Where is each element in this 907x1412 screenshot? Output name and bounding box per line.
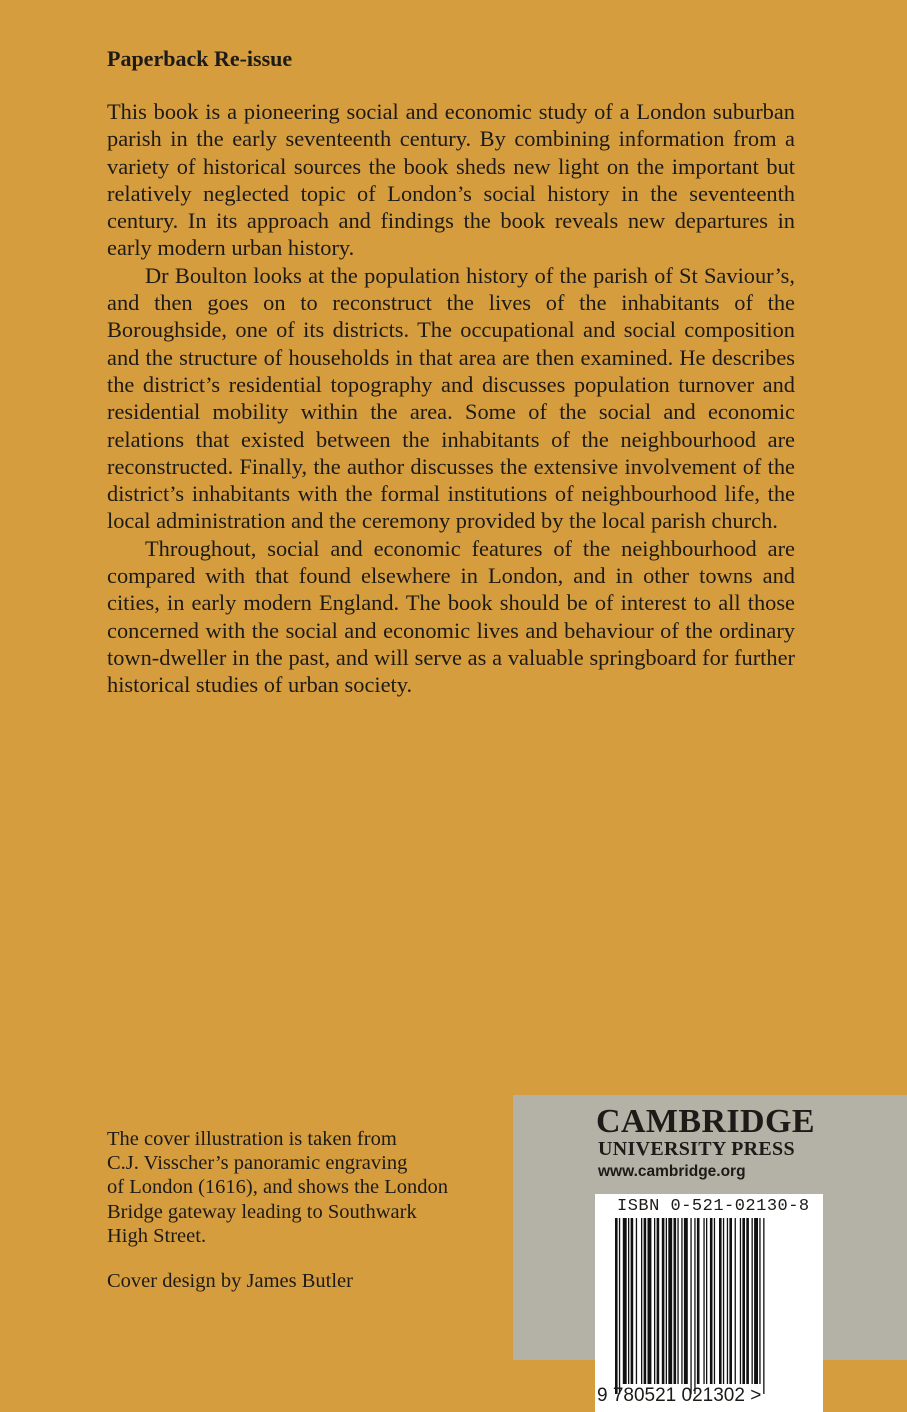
publisher-logo-subname: UNIVERSITY PRESS [598,1138,795,1160]
cover-credits [107,1127,507,1293]
blurb-paragraph: Dr Boulton looks at the population history of the parish of St Saviour’s, and then goes on to reconstruct the lives of the inhabitants of the Boroughside, one of its districts. The occupational and social composition and the structure of households in that area are then examined. He describes the district’s residential topography and discusses population turnover and residential mobility within the area. Some of the social and economic relations that existed between the inhabitants of the neighbourhood are reconstructed. Finally, the author discusses the extensive involvement of the district’s inhabitants with the formal institutions of neighbourhood life, the local administration and the ceremony provided by the local parish church. [107,262,795,534]
credit-line: The cover illustration is taken from [107,1128,397,1150]
publisher-url: www.cambridge.org [598,1163,746,1180]
book-blurb [107,98,795,699]
blurb-paragraph: Throughout, social and economic features of the neighbourhood are compared with that found elsewhere in London, and in other towns and cities, in early modern England. The book should be of interest to all those concerned with the social and economic lives and behaviour of the ordinary town-dweller in the past, and will serve as a valuable springboard for further historical studies of urban society. [107,535,795,698]
blurb-paragraph: This book is a pioneering social and economic study of a London suburban parish in the early seventeenth century. By combining information from a variety of historical sources the book sheds new light on the important but relatively neglected topic of London’s social history in the seventeenth century. In its approach and findings the book reveals new departures in early modern urban history. [107,99,795,261]
barcode-box [595,1194,823,1412]
publisher-logo-name: CAMBRIDGE [596,1103,815,1140]
credit-line: of London (1616), and shows the London [107,1176,449,1199]
credit-line: Bridge gateway leading to Southwark [107,1200,417,1223]
isbn-label: ISBN 0-521-02130-8 [617,1197,810,1216]
barcode-image [595,1194,823,1412]
credit-line: C.J. Visscher’s panoramic engraving [107,1152,408,1175]
credit-line: High Street. [107,1224,207,1247]
cover-designer-credit: Cover design by James Butler [107,1270,353,1293]
barcode-digits: 9 780521 021302 > [597,1385,762,1406]
section-heading: Paperback Re-issue [107,46,293,71]
publisher-panel [513,1095,907,1406]
